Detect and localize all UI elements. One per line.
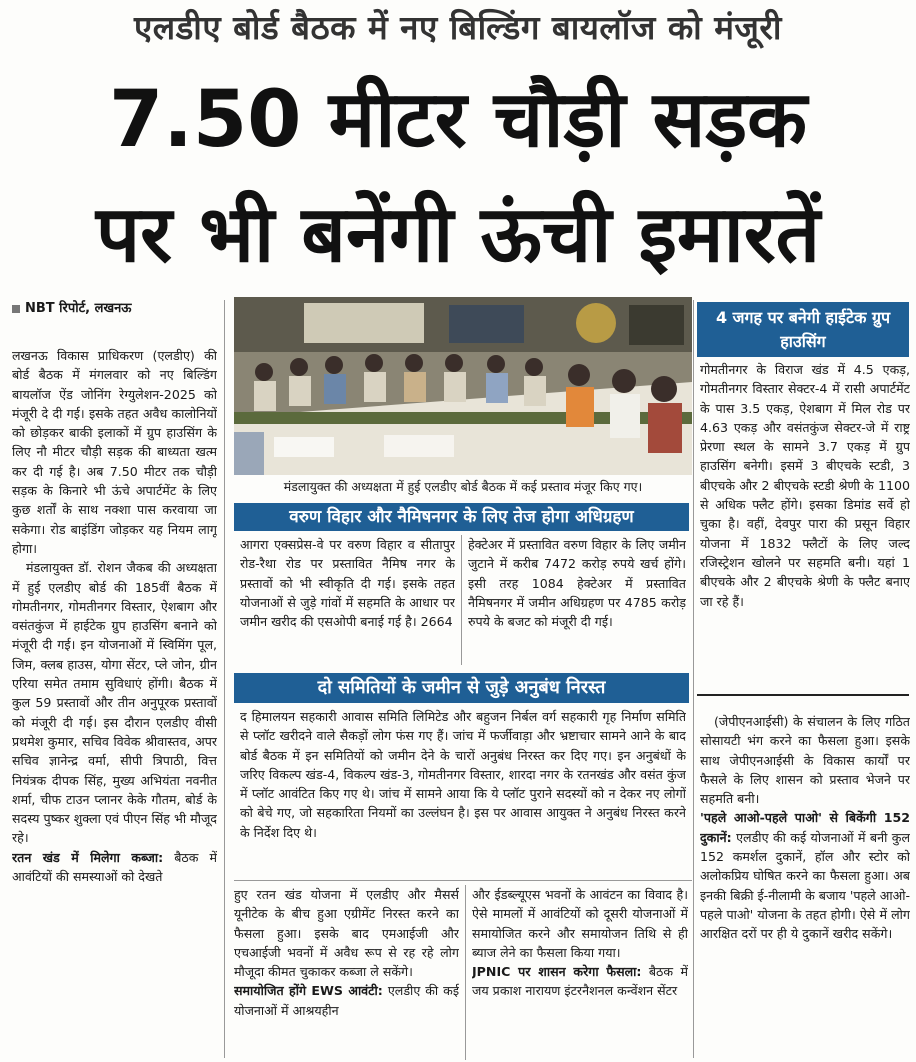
article-paragraph: मंडलायुक्त डॉ. रोशन जैकब की अध्यक्षता में हुई एलडीए बोर्ड की 185वीं बैठक में गोमतीनगर, गोमतीनगर विस्तार, ऐशबाग और वसंतकुंज में हाईटेक ग्रुप हाउसिंग बनाने को मंजूरी दी गई। इन योजनाओं में स्विमिंग पूल, जिम, क्लब हाउस, योगा सेंटर, प्ले जोन, ग्रीन एरिया समेत तमाम सुविधाएं होंगी। बैठक में कुल 59 प्रस्तावों और तीन अनुपूरक प्रस्तावों को मंजूरी दी गई। इस दौरान एलडीए वीसी प्रथमेश कुमार, सचिव विवेक श्रीवास्तव, अपर सचिव ज्ञानेन्द्र वर्मा, सीपी त्रिपाठी, वित्त नियंत्रक दीपक सिंह, मुख्य अभियंता नवनीत शर्मा, चीफ टाउन प्लानर केके गौतम, बोर्ड के सदस्य पुष्कर शुक्ला एवं पीएन सिंह भी मौजूद रहे। (12, 560, 217, 846)
meeting-photo (234, 297, 692, 475)
kicker-headline: एलडीए बोर्ड बैठक में नए बिल्डिंग बायलॉज को मंजूरी (134, 8, 782, 47)
column-divider (465, 885, 466, 1060)
article-paragraph (12, 848, 217, 887)
headline-line-2: पर भी बनेंगी ऊंची इमारतें (95, 190, 821, 280)
subhead-lead-in: JPNIC पर शासन करेगा फैसला: (472, 964, 642, 980)
right-box-body: गोमतीनगर के विराज खंड में 4.5 एकड़, गोमतीनगर विस्तार सेक्टर-4 में रासी अपार्टमेंट के पास 3.5 एकड़, ऐशबाग में मिल रोड पर 4.63 एकड़ और वसंतकुंज सेक्टर-जे में राष्ट्र प्रेरणा स्थल के सामने 3.7 एकड़ में ग्रुप हाउसिंग बनेगी। इसमें 3 बीएचके स्टडी, 3 बीएचके और 2 बीएचके स्टडी श्रेणी के 1100 से अधिक फ्लैट होंगे। इसका डिमांड सर्वे हो चुका है। वहीं, देवपुर पारा की प्रसून विहार योजना में 1832 फ्लैटों के लिए जल्द रजिस्ट्रेशन खोलने पर सहमति बनी। यहां 1 बीएचके और 2 बीएचके श्रेणी के फ्लैट बनाए जा रहे हैं। (700, 362, 910, 609)
section-divider (234, 880, 692, 881)
byline (12, 298, 132, 316)
middle-bottom-column-a (234, 885, 459, 1060)
column-divider (693, 300, 694, 1058)
section2-body: द हिमालयन सहकारी आवास समिति लिमिटेड और बहुजन निर्बल वर्ग सहकारी गृह निर्माण समिति से प्लॉट खरीदने वाले सैकड़ों लोग फंस गए हैं। जांच में फर्जीवाड़ा और भ्रष्टाचार सामने आने के बाद बोर्ड बैठक में इन समितियों को जमीन देने के चारों अनुबंध निरस्त कर दिए गए। इन अनुबंधों के जरिए विकल्प खंड-4, विकल्प खंड-3, गोमतीनगर विस्तार, शारदा नगर के रतनखंड और वसंत कुंज में प्लॉट आवंटित किए गए थे। जांच में सामने आया कि ये प्लॉट पुराने सदस्यों को न देकर नए लोगों को बेचे गए, जो सहकारिता नियमों का उल्लंघन है। इस पर आवास आयुक्त ने अनुबंध निरस्त करने के निर्देश दिए थे। (240, 709, 686, 840)
photo-caption: मंडलायुक्त की अध्यक्षता में हुई एलडीए बोर्ड बैठक में कई प्रस्ताव मंजूर किए गए। (283, 479, 643, 494)
paragraph-text: एलडीए की कई योजनाओं में बनी कुल 152 कमर्शल दुकानें, हॉल और स्टोर को अलोकप्रिय घोषित करने का फैसला हुआ। अब इनकी बिक्री ई-नीलामी के बजाय 'पहले आओ-पहले पाओ' योजना के तहत होगी। ऐसे में लोग आरक्षित दरों पर ही ये दुकानें खरीद सकेंगे। (700, 829, 910, 942)
article-paragraph: (जेपीएनआईसी) के संचालन के लिए गठित सोसायटी भंग करने का फैसला हुआ। इसके साथ जेपीएनआईसी के विकास कार्यों पर फैसले के लिए शासन को प्रस्ताव भेजने पर सहमति बनी। (700, 714, 910, 807)
right-box-divider (697, 694, 909, 696)
subhead-lead-in: समायोजित होंगे EWS आवंटी: (234, 983, 383, 999)
article-paragraph: लखनऊ विकास प्राधिकरण (एलडीए) की बोर्ड बैठक में मंगलवार को नए बिल्डिंग बायलॉज ऐंड जोनिंग रेग्युलेशन-2025 को मंजूरी दे दी गई। इसके तहत अवैध कालोनियों को छोड़कर बाकी इलाकों में ग्रुप हाउसिंग के लिए नौ मीटर चौड़ी सड़क की बाध्यता खत्म कर दी गई है। अब 7.50 मीटर तक चौड़ी सड़क के किनारे भी ऊंचे अपार्टमेंट के लिए कुछ शर्तों के साथ नक्शा पास करवाया जा सकेगा। रोड बाइंडिंग जोड़कर यह नियम लागू होगा। (12, 348, 217, 556)
section-title-acquisition: वरुण विहार और नैमिषनगर के लिए तेज होगा अधिग्रहण (234, 503, 689, 531)
column-divider (461, 535, 462, 665)
article-paragraph: हुए रतन खंड योजना में एलडीए और मैसर्स यूनीटेक के बीच हुआ एग्रीमेंट निरस्त करने का फैसला हुआ। इसके बाद एमआईजी और एचआईजी भवनों में अवैध रूप से रह रहे लोग मौजूदा कीमत चुकाकर कब्जा ले सकेंगे। (234, 887, 459, 980)
right-box-title: 4 जगह पर बनेगी हाईटेक ग्रुप हाउसिंग (697, 302, 909, 357)
headline-line-1: 7.50 मीटर चौड़ी सड़क (108, 75, 807, 165)
meeting-photo-illustration (234, 297, 692, 475)
article-paragraph (234, 981, 459, 1020)
section1-column-a: आगरा एक्सप्रेस-वे पर वरुण विहार व सीतापुर रोड-रैथा रोड पर प्रस्तावित नैमिष नगर के प्रस्तावों को भी स्वीकृति दी गई। इसके तहत योजनाओं से जुड़े गांवों में सहमति के आधार पर जमीन खरीद की एसओपी बनाई गई है। 2664 (240, 537, 455, 630)
byline-text: NBT रिपोर्ट, लखनऊ (25, 301, 132, 316)
middle-bottom-column-b (472, 885, 688, 1060)
right-column (700, 712, 910, 1060)
left-column (12, 346, 217, 1060)
square-bullet-icon (12, 305, 20, 313)
paragraph-text: बैठक में जय प्रकाश नारायण इंटरनैशनल कन्वेंशन सेंटर (472, 964, 688, 999)
subhead-lead-in: 'पहले आओ-पहले पाओ' से बिकेंगी 152 दुकानें: (700, 810, 910, 845)
article-paragraph (472, 962, 688, 1001)
paragraph-text: एलडीए की कई योजनाओं में आश्रयहीन (234, 983, 459, 1018)
article-paragraph (700, 808, 910, 943)
section1-column-b: हेक्टेअर में प्रस्तावित वरुण विहार के लिए जमीन जुटाने में करीब 7472 करोड़ रुपये खर्च होंगे। इसी तरह 1084 हेक्टेअर में प्रस्तावित नैमिषनगर में जमीन अधिग्रहण पर 4785 करोड़ रुपये के बजट को मंजूरी दी गई। (468, 537, 686, 630)
section-title-contracts: दो समितियों के जमीन से जुड़े अनुबंध निरस्त (234, 673, 689, 703)
subhead-lead-in: रतन खंड में मिलेगा कब्जा: (12, 849, 164, 865)
column-divider (224, 300, 225, 1058)
article-paragraph: और ईडब्ल्यूएस भवनों के आवंटन का विवाद है। ऐसे मामलों में आवंटियों को दूसरी योजनाओं में समायोजित करने और समायोजन तिथि से ही ब्याज लेने का फैसला किया गया। (472, 887, 688, 960)
paragraph-text: बैठक में आवंटियों की समस्याओं को देखते (12, 849, 217, 885)
